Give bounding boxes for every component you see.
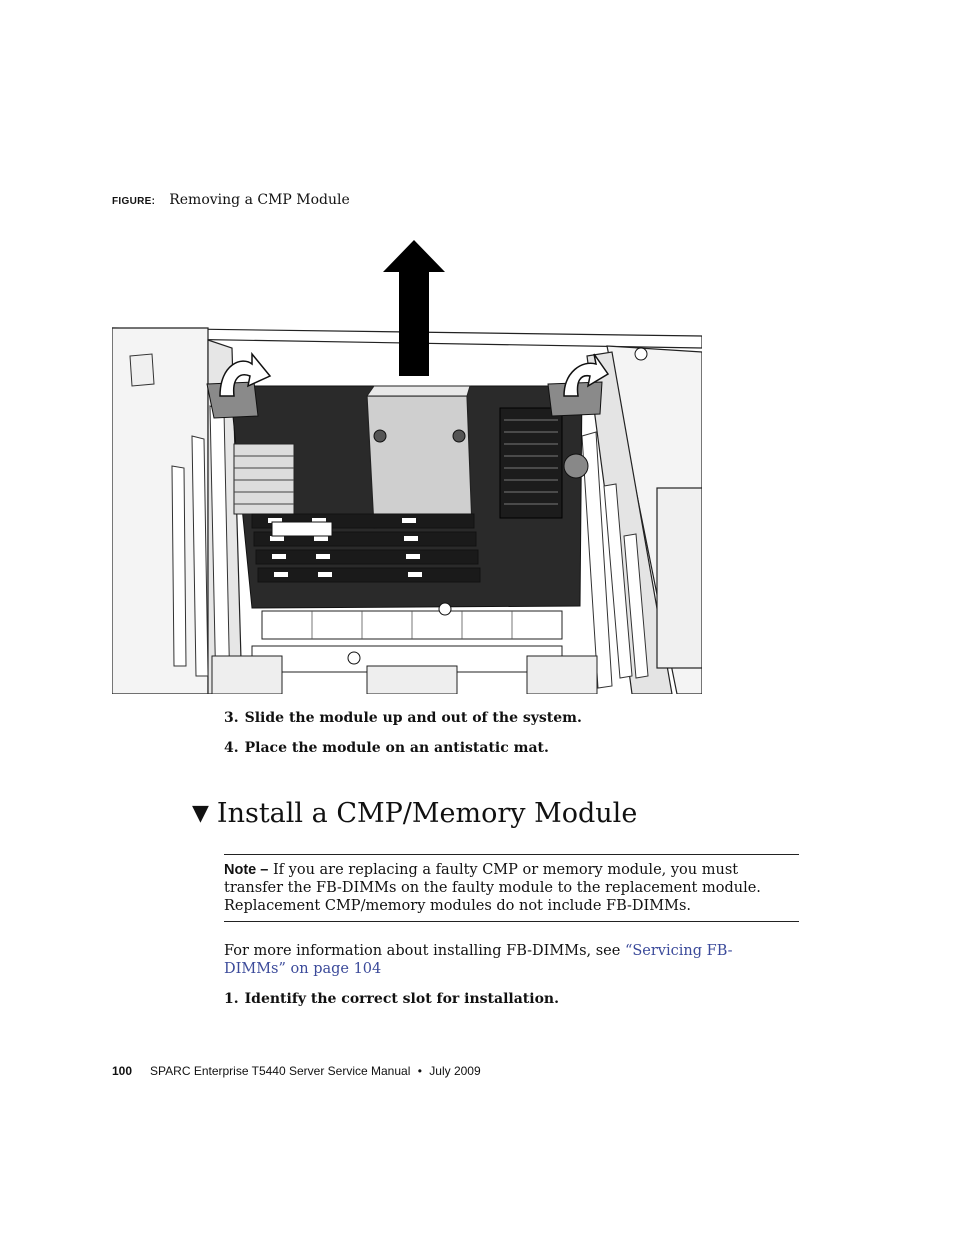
- note-text: If you are replacing a faulty CMP or memory module, you must transfer the FB-DIMMs on the faulty module to the replacement module. Replacement CMP/memory modules do not include FB-DIMMs.: [224, 862, 761, 914]
- step-text: Identify the correct slot for installation.: [244, 991, 559, 1007]
- step-number: 4.: [224, 740, 239, 756]
- note-box: [224, 854, 799, 922]
- cmp-module-illustration: [112, 236, 702, 694]
- down-triangle-icon: ▼: [192, 801, 209, 826]
- manual-title: SPARC Enterprise T5440 Server Service Manual: [150, 1064, 411, 1078]
- step-number: 3.: [224, 710, 239, 726]
- step-4: [224, 739, 549, 757]
- section-heading: [192, 797, 637, 833]
- info-paragraph: [224, 942, 784, 978]
- step-number: 1.: [224, 991, 239, 1007]
- step-text: Slide the module up and out of the system.: [244, 710, 582, 726]
- info-text: For more information about installing FB-DIMMs, see: [224, 943, 625, 959]
- footer-bullet: •: [417, 1064, 422, 1078]
- page-footer: [112, 1064, 481, 1078]
- section-title-text: Install a CMP/Memory Module: [216, 798, 638, 829]
- figure-label: FIGURE:: [112, 196, 156, 207]
- note-label: Note –: [224, 862, 269, 878]
- step-text: Place the module on an antistatic mat.: [244, 740, 549, 756]
- page-number: 100: [112, 1064, 133, 1078]
- footer-date: July 2009: [429, 1064, 481, 1078]
- figure-caption: [112, 191, 350, 211]
- figure-caption-text: Removing a CMP Module: [169, 192, 350, 208]
- servicing-fb-dimms-link[interactable]: “Servicing FB-DIMMs” on page 104: [224, 943, 733, 977]
- step-3: [224, 709, 582, 727]
- step-1: [224, 990, 559, 1008]
